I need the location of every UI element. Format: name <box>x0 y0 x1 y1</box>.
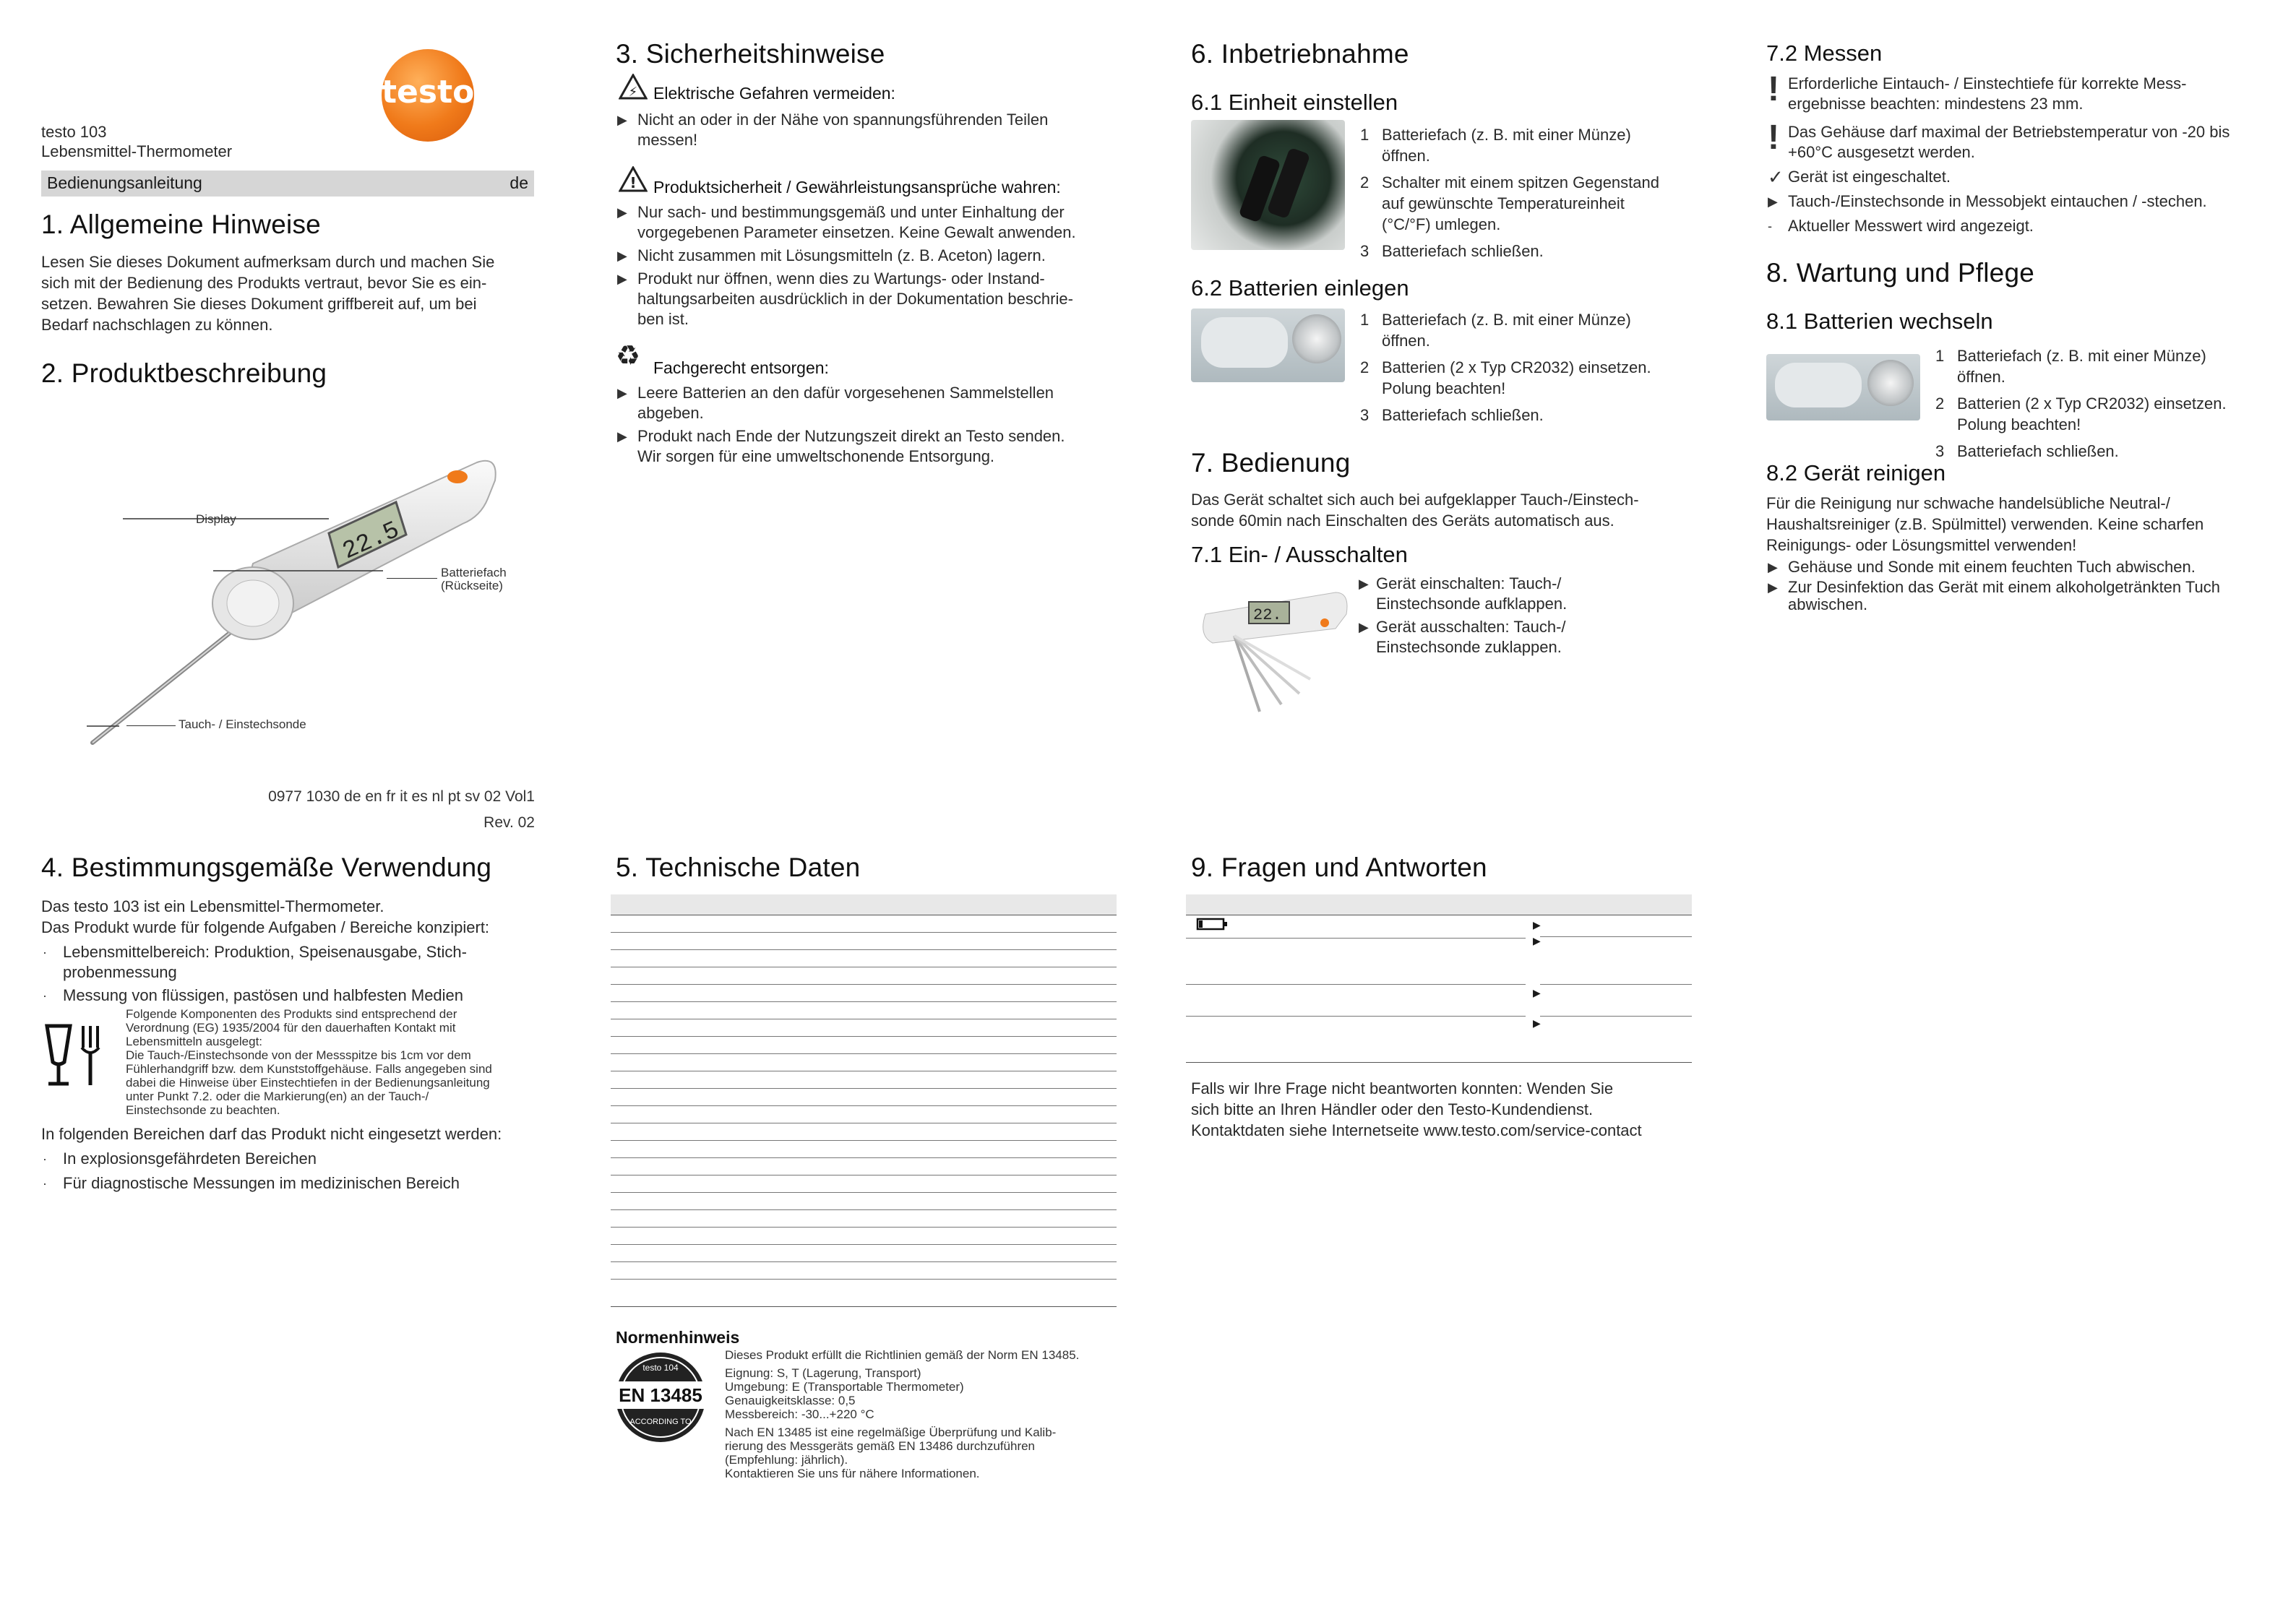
text-line: Lebensmitteln ausgelegt: <box>126 1035 263 1048</box>
warning-icon <box>619 166 648 192</box>
bullet-item: ▶ Leere Batterien an den dafür vorgesehenen Sammelstellen abgeben. <box>617 384 1054 422</box>
text-line: Reinigungs- oder Lösungsmittel verwenden! <box>1766 536 2077 554</box>
bullet-group <box>616 110 1107 150</box>
note-item: ✓ Gerät ist eingeschaltet. <box>1768 166 1951 188</box>
section-6-1-title: 6.1 Einheit einstellen <box>1191 90 1398 115</box>
text-line: Das Produkt wurde für folgende Aufgaben / Bereiche konzipiert: <box>41 918 490 936</box>
manual-header-bar <box>41 171 534 197</box>
sub-electrical: Elektrische Gefahren vermeiden: <box>653 84 895 103</box>
arrow-icon: ▶ <box>1533 935 1541 946</box>
step-item: 3 Batteriefach schließen. <box>1360 406 1544 424</box>
photo-batteries <box>1191 309 1345 382</box>
document-code: 0977 1030 de en fr it es nl pt sv 02 Vol1 <box>268 788 535 805</box>
note-item: ! Erforderliche Eintauch- / Einstechtiefe für korrekte Mess- ergebnisse beachten: mindestens 23 mm. <box>1768 70 2187 113</box>
step-item: 1 Batteriefach (z. B. mit einer Münze) öffnen. <box>1360 126 1631 165</box>
norm-title: Normenhinweis <box>616 1328 740 1347</box>
photo-unit-switch <box>1191 120 1345 250</box>
text-line: Kontaktieren Sie uns für nähere Informationen. <box>725 1467 980 1480</box>
bullet-group <box>1359 574 1662 657</box>
bullet-item: ▶ Produkt nach Ende der Nutzungszeit direkt an Testo senden. Wir sorgen für eine umweltschonende Entsorgung. <box>617 427 1065 465</box>
step-item: 2 Batterien (2 x Typ CR2032) einsetzen. Polung beachten! <box>1935 394 2227 433</box>
brand-badge <box>447 470 468 483</box>
step-item: 1 Batteriefach (z. B. mit einer Münze) öffnen. <box>1360 311 1631 350</box>
badge-main-text: EN 13485 <box>619 1384 702 1406</box>
section-9-text <box>1191 1078 1642 1141</box>
text-line: Haushaltsreiniger (z.B. Spülmittel) verwenden. Keine scharfen <box>1766 515 2204 533</box>
bullet-item: · In explosionsgefährdeten Bereichen <box>43 1149 317 1168</box>
bullet-item: ▶ Gerät ausschalten: Tauch-/ Einstechsonde zuklappen. <box>1359 618 1566 656</box>
text-line: sich bitte an Ihren Händler oder den Testo-Kundendienst. <box>1191 1100 1594 1118</box>
bullet-item: ▶ Nicht zusammen mit Lösungsmitteln (z. B. Aceton) lagern. <box>617 246 1046 264</box>
bullet-item: · Messung von flüssigen, pastösen und halbfesten Medien <box>43 986 464 1004</box>
sub-disposal: Fachgerecht entsorgen: <box>653 358 829 377</box>
text-line: Genauigkeitsklasse: 0,5 <box>725 1394 856 1407</box>
text-line: Bedarf nachschlagen zu können. <box>41 316 273 334</box>
bullet-item: ▶ Nur sach- und bestimmungsgemäß und unter Einhaltung der vorgegebenen Parameter einsetzen. Keine Gewalt anwenden. <box>617 203 1076 241</box>
en13485-badge <box>616 1353 705 1442</box>
section-4-restrictions <box>41 1123 547 1194</box>
section-8-2-text <box>1766 493 2272 613</box>
svg-text:⚡: ⚡ <box>628 85 638 100</box>
text-line: Kontaktdaten siehe Internetseite www.testo.com/service-contact <box>1191 1121 1642 1139</box>
text-line: Die Tauch-/Einstechsonde von der Messspitze bis 1cm vor dem <box>126 1048 471 1062</box>
section-8-2-title: 8.2 Gerät reinigen <box>1766 460 1946 486</box>
steps-8-1 <box>1935 345 2268 462</box>
section-4-title: 4. Bestimmungsgemäße Verwendung <box>41 853 492 882</box>
step-item: 2 Schalter mit einem spitzen Gegenstand auf gewünschte Temperatureinheit (°C/°F) umlegen. <box>1360 173 1659 233</box>
product-name: Lebensmittel-Thermometer <box>41 142 233 160</box>
manual-label: Bedienungsanleitung <box>47 173 202 192</box>
label-probe: Tauch- / Einstechsonde <box>179 717 306 731</box>
text-line: Einstechsonde zu beachten. <box>126 1103 280 1117</box>
text-line: Messbereich: -30...+220 °C <box>725 1407 874 1421</box>
text-line: Das testo 103 ist ein Lebensmittel-Thermometer. <box>41 897 384 915</box>
section-4-body <box>41 896 540 1006</box>
testo-logo-text: testo <box>382 74 475 111</box>
photo-on-off <box>1191 578 1357 722</box>
note-item: ! Das Gehäuse darf maximal der Betriebstemperatur von -20 bis +60°C ausgesetzt werden. <box>1768 118 2230 161</box>
section-3-title: 3. Sicherheitshinweise <box>616 39 885 69</box>
text-line: Verordnung (EG) 1935/2004 für den dauerhaften Kontakt mit <box>126 1021 456 1035</box>
tech-data-table <box>611 894 1117 1309</box>
label-display: Display <box>196 512 236 526</box>
arrow-icon: ▶ <box>1533 919 1541 931</box>
section-6-title: 6. Inbetriebnahme <box>1191 39 1409 69</box>
bullet-group <box>616 383 1122 467</box>
section-1-text <box>41 251 494 335</box>
text-line: Umgebung: E (Transportable Thermometer) <box>725 1380 964 1394</box>
sub-product-safety: Produktsicherheit / Gewährleistungsansprüche wahren: <box>653 178 1061 197</box>
step-item: 2 Batterien (2 x Typ CR2032) einsetzen. Polung beachten! <box>1360 358 1651 397</box>
text-line: (Empfehlung: jährlich). <box>725 1453 848 1467</box>
section-1-title: 1. Allgemeine Hinweise <box>41 210 321 239</box>
badge-bottom-text: ACCORDING TO <box>629 1418 692 1426</box>
text-line: sonde 60min nach Einschalten des Geräts automatisch aus. <box>1191 512 1614 530</box>
testo-logo <box>382 49 474 142</box>
food-contact-note <box>126 1007 530 1117</box>
text-line: In folgenden Bereichen darf das Produkt nicht eingesetzt werden: <box>41 1125 502 1143</box>
text-line: Nach EN 13485 ist eine regelmäßige Überprüfung und Kalib- <box>725 1425 1057 1439</box>
section-6-2-title: 6.2 Batterien einlegen <box>1191 275 1409 301</box>
text-line: Fühlerhandgriff bzw. dem Kunststoffgehäuse. Falls angegeben sind <box>126 1062 492 1076</box>
measure-notes <box>1766 70 2272 236</box>
svg-text:22.: 22. <box>1253 606 1282 624</box>
display-value: 22.5 <box>338 517 404 566</box>
arrow-icon: ▶ <box>1533 987 1541 998</box>
section-7-2-title: 7.2 Messen <box>1766 40 1883 66</box>
warning-icon <box>619 74 648 100</box>
section-8-1-title: 8.1 Batterien wechseln <box>1766 309 1993 334</box>
faq-table <box>1186 894 1692 1064</box>
badge-top-text: testo 104 <box>642 1363 679 1373</box>
bullet-item: ▶ Nicht an oder in der Nähe von spannungsführenden Teilen messen! <box>617 111 1049 149</box>
bullet-item: ▶ Zur Desinfektion das Gerät mit einem alkoholgetränkten Tuch abwischen. <box>1768 578 2220 613</box>
section-5-title: 5. Technische Daten <box>616 853 861 882</box>
section-7-1-title: 7.1 Ein- / Ausschalten <box>1191 542 1408 567</box>
text-line: sich mit der Bedienung des Produkts vertraut, bevor Sie es ein- <box>41 274 487 292</box>
step-item: 3 Batteriefach schließen. <box>1935 442 2119 460</box>
text-line: Eignung: S, T (Lagerung, Transport) <box>725 1366 921 1380</box>
section-9-title: 9. Fragen und Antworten <box>1191 853 1487 882</box>
bullet-item: ▶ Gehäuse und Sonde mit einem feuchten Tuch abwischen. <box>1768 558 2196 576</box>
label-battery-2: (Rückseite) <box>441 579 503 592</box>
bullet-item: ▶ Produkt nur öffnen, wenn dies zu Wartungs- oder Instand- haltungsarbeiten ausdrücklich in der Dokumentation beschrie- ben ist. <box>617 269 1073 328</box>
thermometer-illustration <box>72 448 535 751</box>
step-item: 3 Batteriefach schließen. <box>1360 242 1544 260</box>
step-item: 1 Batteriefach (z. B. mit einer Münze) öffnen. <box>1935 347 2206 386</box>
text-line: rierung des Messgeräts gemäß EN 13486 durchzuführen <box>725 1439 1036 1453</box>
battery-low-icon <box>1196 916 1229 932</box>
bullet-item: · Lebensmittelbereich: Produktion, Speisenausgabe, Stich- probenmessung <box>43 943 467 981</box>
note-item: - Aktueller Messwert wird angezeigt. <box>1768 217 2034 235</box>
section-2-title: 2. Produktbeschreibung <box>41 358 327 388</box>
text-line: Das Gerät schaltet sich auch bei aufgeklapper Tauch-/Einstech- <box>1191 491 1639 509</box>
language-code: de <box>509 173 528 192</box>
bullet-item: ▶ Gerät einschalten: Tauch-/ Einstechsonde aufklappen. <box>1359 574 1568 613</box>
svg-text:!: ! <box>629 174 637 191</box>
text-line: Folgende Komponenten des Produkts sind entsprechend der <box>126 1007 457 1021</box>
section-7-title: 7. Bedienung <box>1191 448 1351 478</box>
bullet-item: · Für diagnostische Messungen im medizinischen Bereich <box>43 1174 460 1192</box>
section-8-title: 8. Wartung und Pflege <box>1766 258 2035 288</box>
text-line: Lesen Sie dieses Dokument aufmerksam durch und machen Sie <box>41 253 495 271</box>
norm-text <box>725 1348 1130 1480</box>
arrow-icon: ▶ <box>1533 1017 1541 1029</box>
document-rev: Rev. 02 <box>483 814 535 831</box>
recycle-icon: ♻ <box>616 341 641 371</box>
text-line: unter Punkt 7.2. oder die Markierung(en) an der Tauch-/ <box>126 1090 429 1103</box>
photo-battery-change <box>1766 354 1920 420</box>
model-name: testo 103 <box>41 123 107 141</box>
text-line: Falls wir Ihre Frage nicht beantworten konnten: Wenden Sie <box>1191 1079 1614 1097</box>
text-line: Dieses Produkt erfüllt die Richtlinien gemäß der Norm EN 13485. <box>725 1348 1080 1362</box>
section-7-text <box>1191 489 1639 531</box>
text-line: dabei die Hinweise über Einstechtiefen in der Bedienungsanleitung <box>126 1076 490 1090</box>
label-battery-1: Batteriefach <box>441 566 507 579</box>
text-line: setzen. Bewahren Sie dieses Dokument griffbereit auf, um bei <box>41 295 477 313</box>
bullet-group <box>616 202 1122 329</box>
text-line: Für die Reinigung nur schwache handelsübliche Neutral-/ <box>1766 494 2170 512</box>
steps-6-1 <box>1360 124 1678 262</box>
steps-6-2 <box>1360 309 1678 426</box>
note-item: ▶ Tauch-/Einstechsonde in Messobjekt eintauchen / -stechen. <box>1768 192 2207 210</box>
food-safe-icon <box>41 1019 111 1088</box>
